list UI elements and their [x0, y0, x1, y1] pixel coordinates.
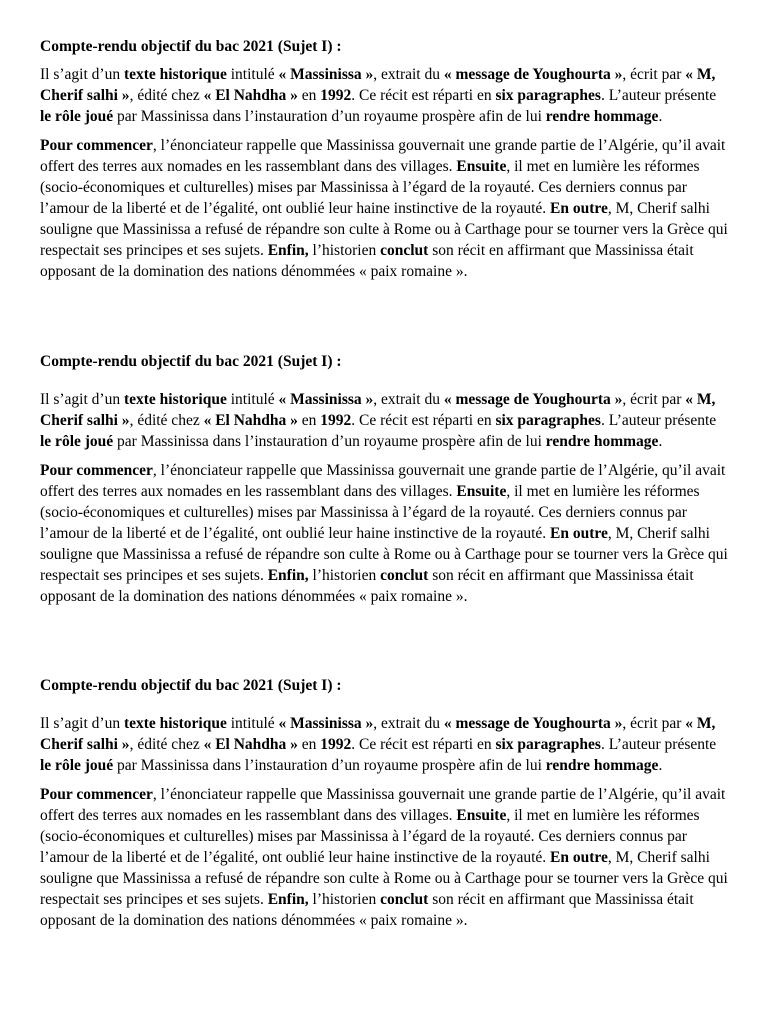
text-run: , M, Cherif salhi souligne que Massinissa a refusé de répandre son culte à Rome ou à Carthage pour se tourner vers la Grèce qui respectait ses principes et ses sujets.	[40, 525, 728, 584]
report-title: Compte-rendu objectif du bac 2021 (Sujet I) :	[40, 38, 342, 55]
intro-paragraph	[40, 713, 730, 776]
report-block-1	[40, 36, 730, 290]
text-run: l’historien	[308, 242, 381, 259]
text-run: son récit en affirmant que Massinissa était opposant de la domination des nations dénommées « paix romaine ».	[40, 242, 694, 280]
bold-run: rendre hommage	[545, 757, 659, 774]
bold-run: « Massinissa »	[278, 66, 374, 83]
text-run: en	[297, 412, 321, 429]
bold-run: rendre hommage	[545, 433, 659, 450]
body-paragraph	[40, 784, 730, 931]
text-run: par Massinissa dans l’instauration d’un royaume prospère afin de lui	[113, 433, 546, 450]
bold-run: En outre	[550, 200, 608, 217]
text-run: , écrit par	[622, 66, 686, 83]
bold-run: En outre	[550, 849, 608, 866]
bold-run: conclut	[380, 567, 429, 584]
bold-run: six paragraphes	[495, 736, 601, 753]
text-run: son récit en affirmant que Massinissa était opposant de la domination des nations dénommées « paix romaine ».	[40, 567, 694, 605]
text-run: . Ce récit est réparti en	[351, 736, 496, 753]
bold-run: 1992	[320, 412, 352, 429]
bold-run: texte historique	[123, 715, 227, 732]
bold-run: « message de Youghourta »	[443, 391, 623, 408]
bold-run: En outre	[550, 525, 608, 542]
bold-run: 1992	[320, 87, 352, 104]
text-run: .	[658, 757, 663, 774]
bold-run: « M, Cherif salhi »	[40, 66, 716, 104]
text-run: . Ce récit est réparti en	[351, 412, 496, 429]
bold-run: 1992	[320, 736, 352, 753]
text-run: , écrit par	[622, 391, 686, 408]
intro-paragraph	[40, 64, 730, 127]
text-run: .	[658, 108, 663, 125]
bold-run: « El Nahdha »	[203, 412, 298, 429]
text-run: , M, Cherif salhi souligne que Massinissa a refusé de répandre son culte à Rome ou à Carthage pour se tourner vers la Grèce qui respectait ses principes et ses sujets.	[40, 849, 728, 908]
bold-run: « message de Youghourta »	[443, 66, 623, 83]
text-run: , édité chez	[129, 87, 204, 104]
bold-run: le rôle joué	[40, 433, 114, 450]
text-run: Il s’agit d’un	[40, 66, 124, 83]
bold-run: « Massinissa »	[278, 715, 374, 732]
bold-run: six paragraphes	[495, 87, 601, 104]
bold-run: Enfin,	[267, 242, 309, 259]
text-run: intitulé	[226, 66, 279, 83]
report-title: Compte-rendu objectif du bac 2021 (Sujet I) :	[40, 677, 342, 694]
text-run: , l’énonciateur rappelle que Massinissa gouvernait une grande partie de l’Algérie, qu’il avait offert des terres aux nomades en les rassemblant dans des villages.	[40, 462, 726, 500]
text-run: , M, Cherif salhi souligne que Massinissa a refusé de répandre son culte à Rome ou à Carthage pour se tourner vers la Grèce qui respectait ses principes et ses sujets.	[40, 200, 728, 259]
text-run: son récit en affirmant que Massinissa était opposant de la domination des nations dénommées « paix romaine ».	[40, 891, 694, 929]
text-run: . L’auteur présente	[600, 412, 717, 429]
text-run: . L’auteur présente	[600, 87, 717, 104]
bold-run: « Massinissa »	[278, 391, 374, 408]
text-run: l’historien	[308, 567, 381, 584]
text-run: , il met en lumière les réformes (socio-économiques et culturelles) mises par Massinissa à l’égard de la royauté. Ces derniers connus par l’amour de la liberté et de l’égalité, ont oublié leur haine instinctive de la royauté.	[40, 807, 700, 866]
text-run: intitulé	[226, 391, 279, 408]
bold-run: texte historique	[123, 66, 227, 83]
text-run: , l’énonciateur rappelle que Massinissa gouvernait une grande partie de l’Algérie, qu’il avait offert des terres aux nomades en les rassemblant dans des villages.	[40, 137, 726, 175]
text-run: , il met en lumière les réformes (socio-économiques et culturelles) mises par Massinissa à l’égard de la royauté. Ces derniers connus par l’amour de la liberté et de l’égalité, ont oublié leur haine instinctive de la royauté.	[40, 483, 700, 542]
bold-run: « El Nahdha »	[203, 736, 298, 753]
bold-run: conclut	[380, 891, 429, 908]
text-run: intitulé	[226, 715, 279, 732]
bold-run: Enfin,	[267, 567, 309, 584]
bold-run: Enfin,	[267, 891, 309, 908]
bold-run: « El Nahdha »	[203, 87, 298, 104]
text-run: , édité chez	[129, 736, 204, 753]
bold-run: Pour commencer	[40, 462, 153, 479]
report-title: Compte-rendu objectif du bac 2021 (Sujet I) :	[40, 353, 342, 370]
body-paragraph	[40, 135, 730, 282]
text-run: , écrit par	[622, 715, 686, 732]
text-run: en	[297, 736, 321, 753]
bold-run: « message de Youghourta »	[443, 715, 623, 732]
bold-run: six paragraphes	[495, 412, 601, 429]
bold-run: Ensuite	[456, 483, 507, 500]
text-run: Il s’agit d’un	[40, 391, 124, 408]
bold-run: « M, Cherif salhi »	[40, 391, 716, 429]
text-run: , l’énonciateur rappelle que Massinissa gouvernait une grande partie de l’Algérie, qu’il avait offert des terres aux nomades en les rassemblant dans des villages.	[40, 786, 726, 824]
text-run: , extrait du	[373, 391, 444, 408]
bold-run: Ensuite	[456, 807, 507, 824]
text-run: , extrait du	[373, 66, 444, 83]
bold-run: le rôle joué	[40, 108, 114, 125]
bold-run: le rôle joué	[40, 757, 114, 774]
text-run: en	[297, 87, 321, 104]
bold-run: rendre hommage	[545, 108, 659, 125]
bold-run: Pour commencer	[40, 786, 153, 803]
text-run: l’historien	[308, 891, 381, 908]
text-run: , il met en lumière les réformes (socio-économiques et culturelles) mises par Massinissa à l’égard de la royauté. Ces derniers connus par l’amour de la liberté et de l’égalité, ont oublié leur haine instinctive de la royauté.	[40, 158, 700, 217]
text-run: Il s’agit d’un	[40, 715, 124, 732]
bold-run: conclut	[380, 242, 429, 259]
text-run: , extrait du	[373, 715, 444, 732]
bold-run: texte historique	[123, 391, 227, 408]
report-block-2	[40, 351, 730, 615]
text-run: par Massinissa dans l’instauration d’un royaume prospère afin de lui	[113, 757, 546, 774]
report-block-3	[40, 675, 730, 939]
text-run: . L’auteur présente	[600, 736, 717, 753]
text-run: . Ce récit est réparti en	[351, 87, 496, 104]
intro-paragraph	[40, 389, 730, 452]
text-run: , édité chez	[129, 412, 204, 429]
text-run: par Massinissa dans l’instauration d’un royaume prospère afin de lui	[113, 108, 546, 125]
body-paragraph	[40, 460, 730, 607]
bold-run: « M, Cherif salhi »	[40, 715, 716, 753]
bold-run: Pour commencer	[40, 137, 153, 154]
text-run: .	[658, 433, 663, 450]
bold-run: Ensuite	[456, 158, 507, 175]
